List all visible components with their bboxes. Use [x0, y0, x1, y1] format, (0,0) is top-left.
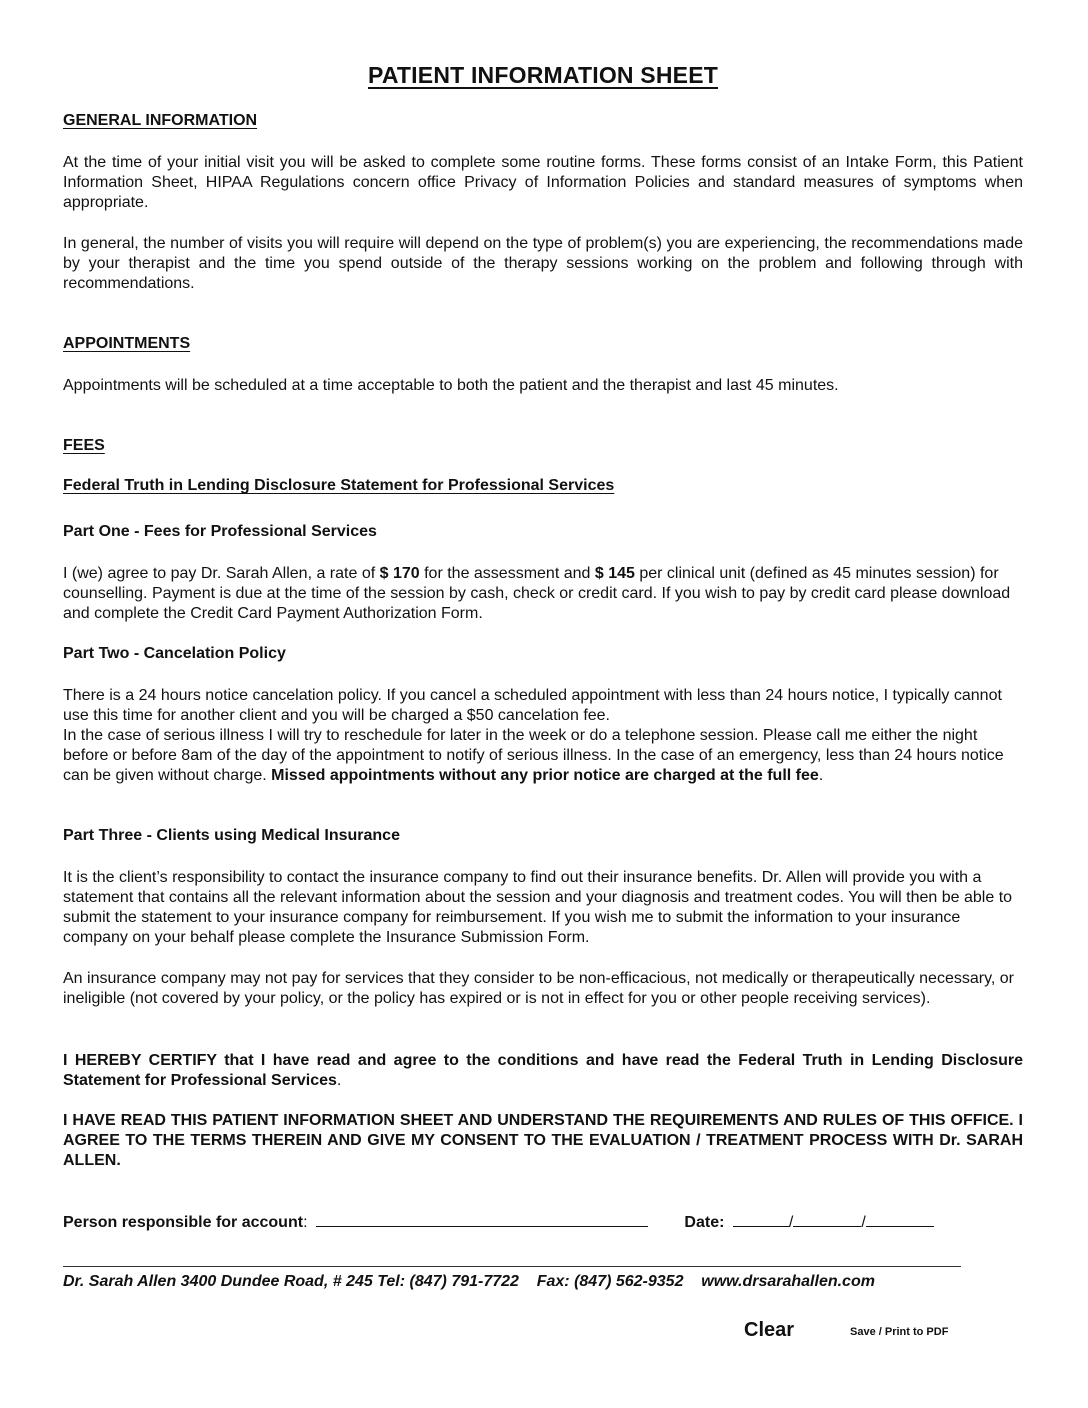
- person-responsible-field[interactable]: [316, 1212, 648, 1227]
- part-two-paragraph-1: There is a 24 hours notice cancelation policy. If you cancel a scheduled appointment with less than 24 hours notice, I typically cannot use this time for another client and you will be charged a $50 cancelation fee.: [63, 687, 1002, 724]
- missed-appointments-notice: Missed appointments without any prior notice are charged at the full fee: [271, 767, 819, 784]
- part-three-paragraph-2: An insurance company may not pay for services that they consider to be non-efficacious, not medically or therapeutically necessary, or ineligible (not covered by your policy, or the policy has expired or is not in effect for you or other people receiving services).: [63, 970, 1014, 1007]
- part-two-period: .: [818, 767, 824, 784]
- certify-text: I HEREBY CERTIFY that I have read and agree to the conditions and have read the Federal Truth in Lending Disclosure Statement for Professional Services: [63, 1052, 1023, 1089]
- part-one-text-c: per clinical unit (defined as 45 minutes session) for counselling. Payment is due at the time of the session by cash, check or credit card. If you wish to pay by credit card please download and complete the Credit Card Payment Authorization Form.: [63, 565, 1011, 622]
- date-separator: /: [861, 1214, 866, 1231]
- general-information-paragraph-2: In general, the number of visits you will require will depend on the type of problem(s) you are experiencing, the recommendations made by your therapist and the time you spend outside of the therapy sessions working on the problem and following through with recommendations.: [63, 235, 1023, 292]
- part-one-heading: Part One - Fees for Professional Services: [63, 523, 377, 540]
- part-one-text-a: I (we) agree to pay Dr. Sarah Allen, a rate of: [63, 565, 380, 582]
- part-one-paragraph: [63, 564, 1023, 624]
- person-responsible-label: Person responsible for account: [63, 1214, 304, 1231]
- part-two-heading: Part Two - Cancelation Policy: [63, 645, 286, 662]
- general-information-paragraph-1: At the time of your initial visit you will be asked to complete some routine forms. These forms consist of an Intake Form, this Patient Information Sheet, HIPAA Regulations concern office Privacy of Information Policies and standard measures of symptoms when appropriate.: [63, 154, 1023, 211]
- appointments-heading: APPOINTMENTS: [63, 335, 191, 352]
- footer-telephone: Tel: (847) 791-7722: [377, 1273, 519, 1290]
- page-title: PATIENT INFORMATION SHEET: [368, 62, 718, 88]
- part-two-text: In the case of serious illness I will try to reschedule for later in the week or do a telephone session. Please call me either the night before or before 8am of the day of the appointment to notify of serious illness. In the case of an emergency, less than 24 hours notice can be given without charge.: [63, 727, 1004, 784]
- clear-button[interactable]: Clear: [744, 1319, 795, 1341]
- fees-heading: FEES: [63, 437, 105, 454]
- date-year-field[interactable]: [866, 1212, 934, 1227]
- part-three-paragraph-1: It is the client’s responsibility to contact the insurance company to find out their insurance benefits. Dr. Allen will provide you with a statement that contains all the relevant information about the session and your diagnosis and treatment codes. You will then be able to submit the statement to your insurance company for reimbursement. If you wish me to submit the information to your insurance company on your behalf please complete the Insurance Submission Form.: [63, 869, 1013, 946]
- date-month-field[interactable]: [733, 1212, 789, 1227]
- assessment-rate: $ 170: [379, 565, 420, 582]
- part-one-text-b: for the assessment and: [419, 565, 595, 582]
- general-information-heading: GENERAL INFORMATION: [63, 112, 258, 129]
- date-label: Date:: [684, 1214, 725, 1231]
- save-print-pdf-button[interactable]: Save / Print to PDF: [850, 1326, 949, 1338]
- appointments-paragraph: Appointments will be scheduled at a time acceptable to both the patient and the therapist and last 45 minutes.: [63, 377, 839, 394]
- certify-statement: [63, 1051, 1023, 1091]
- date-separator: /: [788, 1214, 794, 1231]
- footer-contact: [63, 1273, 875, 1291]
- consent-statement: I HAVE READ THIS PATIENT INFORMATION SHEET AND UNDERSTAND THE REQUIREMENTS AND RULES OF THIS OFFICE. I AGREE TO THE TERMS THEREIN AND GIVE MY CONSENT TO THE EVALUATION / TREATMENT PROCESS WITH Dr. SARAH ALLEN.: [63, 1112, 1023, 1169]
- person-responsible-colon: :: [303, 1214, 308, 1231]
- truth-in-lending-heading: Federal Truth in Lending Disclosure Statement for Professional Services: [63, 477, 615, 494]
- footer-website: www.drsarahallen.com: [701, 1273, 875, 1290]
- footer-divider: [63, 1266, 961, 1267]
- part-two-paragraph-2: [63, 726, 1023, 786]
- date-day-field[interactable]: [793, 1212, 861, 1227]
- certify-period: .: [336, 1072, 342, 1089]
- part-three-heading: Part Three - Clients using Medical Insurance: [63, 827, 400, 844]
- footer-name-address: Dr. Sarah Allen 3400 Dundee Road, # 245: [63, 1273, 373, 1290]
- footer-fax: Fax: (847) 562-9352: [536, 1273, 684, 1290]
- clinical-unit-rate: $ 145: [594, 565, 635, 582]
- signature-row: [63, 1212, 1023, 1232]
